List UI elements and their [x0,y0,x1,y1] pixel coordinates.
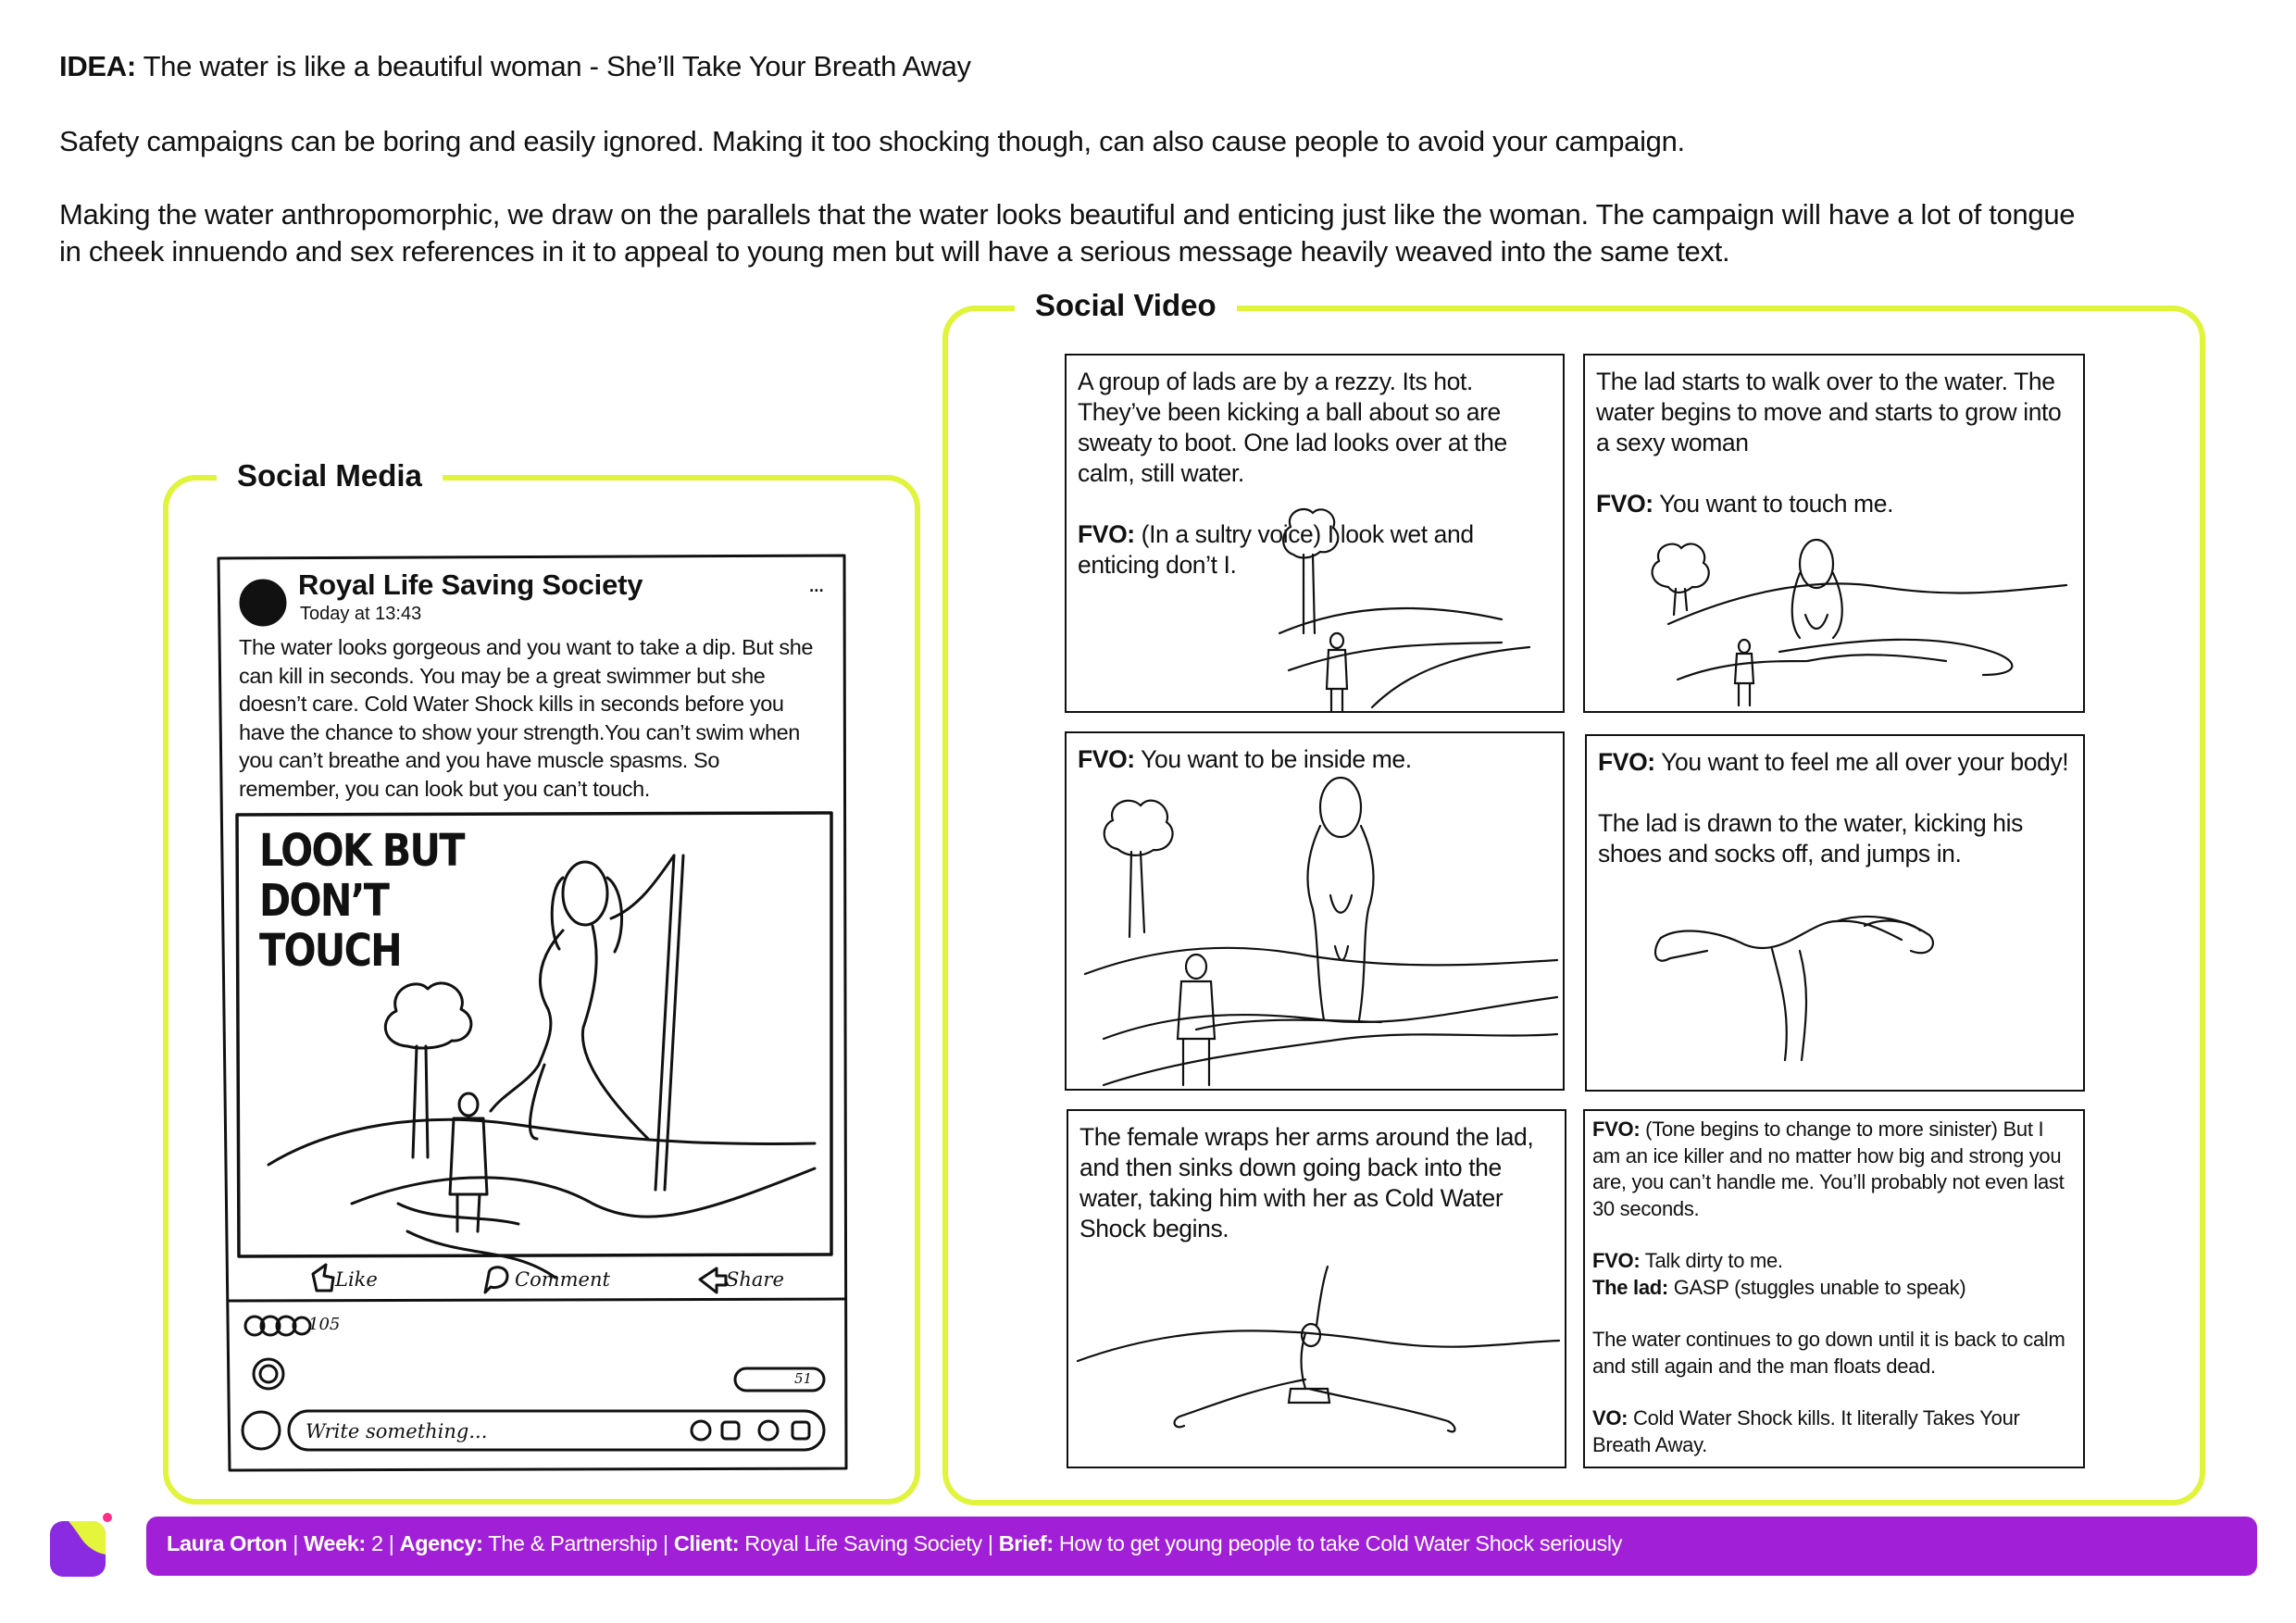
panel-4-fvo-text: You want to feel me all over your body! [1654,748,2069,776]
panel-6-fvo-2-text: Talk dirty to me. [1640,1249,1783,1272]
intro-paragraph-1: Safety campaigns can be boring and easily ignored. Making it too shocking though, can also cause people to avoid your campaign. [59,125,1685,157]
footer-brief: How to get young people to take Cold Water Shock seriously [1053,1531,1622,1555]
intro-paragraph-2 [59,196,2235,270]
panel-4-description: The lad is drawn to the water, kicking his shoes and socks off, and jumps in. [1598,809,2023,868]
footer-sep-1: | [287,1531,305,1555]
panel-1-fvo-label: FVO: [1078,520,1135,548]
panel-1-fvo [1078,519,1552,581]
idea-text: The water is like a beautiful woman - She’ll Take Your Breath Away [135,50,971,82]
panel-6-narration: The water continues to go down until it is back to calm and still again and the man floats dead. [1592,1328,2065,1378]
storyboard-panel-4 [1585,734,2085,1092]
panel-6-fvo-1-label: FVO: [1592,1117,1641,1141]
panel-6-fvo-1-text: (Tone begins to change to more sinister) But I am an ice killer and no matter how big and strong you are, you can’t handle me. You’ll probably not even last 30 seconds. [1592,1117,2065,1220]
social-media-title: Social Media [217,457,443,494]
headline-line-1: LOOK BUT [259,825,464,877]
panel-6-lad-line [1592,1275,2072,1302]
panel-1-text [1078,367,1552,581]
footer-client: Royal Life Saving Society [739,1531,982,1555]
brand-logo-icon [48,1512,115,1579]
storyboard-panel-1 [1065,354,1565,713]
comment-button[interactable]: Comment [515,1268,610,1291]
panel-4-fvo-label: FVO: [1598,748,1655,776]
footer-bar [146,1517,2257,1576]
storyboard-panel-5 [1067,1109,1566,1468]
intro-paragraph-2-line-1: Making the water anthropomorphic, we draw on the parallels that the water looks beautiful and enticing just like the woman. The campaign will have a lot of tongue [59,198,2076,231]
panel-4-fvo [1598,747,2072,778]
social-media-frame [163,475,920,1504]
footer-client-label: Client: [673,1531,740,1555]
panel-6-vo [1592,1405,2072,1458]
panel-3-fvo-text: You want to be inside me. [1134,745,1412,773]
like-button[interactable]: Like [335,1268,378,1291]
panel-6-fvo-1 [1592,1117,2072,1222]
footer-sep-3: | [656,1531,674,1555]
storyboard-panel-3 [1065,731,1565,1091]
storyboard-panel-6 [1583,1109,2085,1468]
panel-3-sketch [1067,733,1565,1091]
panel-2-fvo [1596,489,2072,519]
panel-6-vo-text: Cold Water Shock kills. It literally Takes Your Breath Away. [1592,1406,2020,1456]
idea-label: IDEA: [59,50,136,82]
panel-1-fvo-text: (In a sultry voice) I look wet and enticing don’t I. [1078,520,1474,579]
panel-6-fvo-2-label: FVO: [1592,1249,1641,1272]
post-more-icon[interactable]: ... [808,569,823,597]
share-count: 51 [794,1370,813,1387]
headline-line-2: DON’T TOUCH [259,875,402,977]
post-body: The water looks gorgeous and you want to take a dip. But she can kill in seconds. You may be a great swimmer but she doesn’t care. Cold Water Shock kills in seconds before you have the chance to show your strength.You can’t swim when you can’t breathe and you have muscle spasms. So remember, you can look but you can’t touch. [239,635,814,801]
comment-input[interactable]: Write something... [306,1420,488,1442]
panel-2-fvo-text: You want to touch me. [1653,490,1894,518]
panel-6-text [1592,1117,2072,1458]
panel-3-fvo-label: FVO: [1078,745,1135,773]
footer-brief-label: Brief: [998,1531,1054,1555]
footer-agency: The & Partnership [482,1531,657,1555]
footer-sep-2: | [382,1531,400,1555]
panel-3-text [1078,744,1552,775]
panel-6-fvo-2 [1592,1248,2072,1275]
panel-5-description: The female wraps her arms around the lad, and then sinks down going back into the water, taking him with her as Cold Water Shock begins. [1079,1123,1534,1242]
intro-paragraph-2-line-2: in cheek innuendo and sex references in it to appeal to young men but will have a serious message heavily weaved into the same text. [59,235,1730,268]
idea-line [59,48,2235,85]
panel-2-fvo-label: FVO: [1596,490,1653,518]
panel-6-lad-text: GASP (stuggles unable to speak) [1667,1275,1966,1299]
share-button[interactable]: Share [726,1268,784,1291]
reaction-count: 105 [308,1315,341,1334]
panel-3-fvo [1078,744,1552,775]
post-headline [259,826,530,976]
post-timestamp: Today at 13:43 [300,604,422,624]
footer-name: Laura Orton [167,1531,288,1555]
panel-2-description: The lad starts to walk over to the water. The water begins to move and starts to grow into a sexy woman [1596,368,2062,456]
footer-agency-label: Agency: [399,1531,483,1555]
footer-text [167,1531,1622,1556]
footer-sep-4: | [981,1531,999,1555]
panel-1-description: A group of lads are by a rezzy. Its hot. They’ve been kicking a ball about so are sweaty to boot. One lad looks over at the calm, still water. [1078,368,1507,487]
panel-5-text [1079,1122,1554,1244]
footer-week-label: Week: [304,1531,366,1555]
post-author[interactable]: Royal Life Saving Society [298,568,643,601]
footer-week: 2 [365,1531,383,1555]
panel-6-lad-label: The lad: [1592,1275,1668,1299]
panel-6-vo-label: VO: [1592,1406,1628,1429]
panel-4-text [1598,747,2072,869]
storyboard-panel-2 [1583,354,2085,713]
social-video-title: Social Video [1015,287,1237,324]
panel-2-text [1596,367,2072,519]
